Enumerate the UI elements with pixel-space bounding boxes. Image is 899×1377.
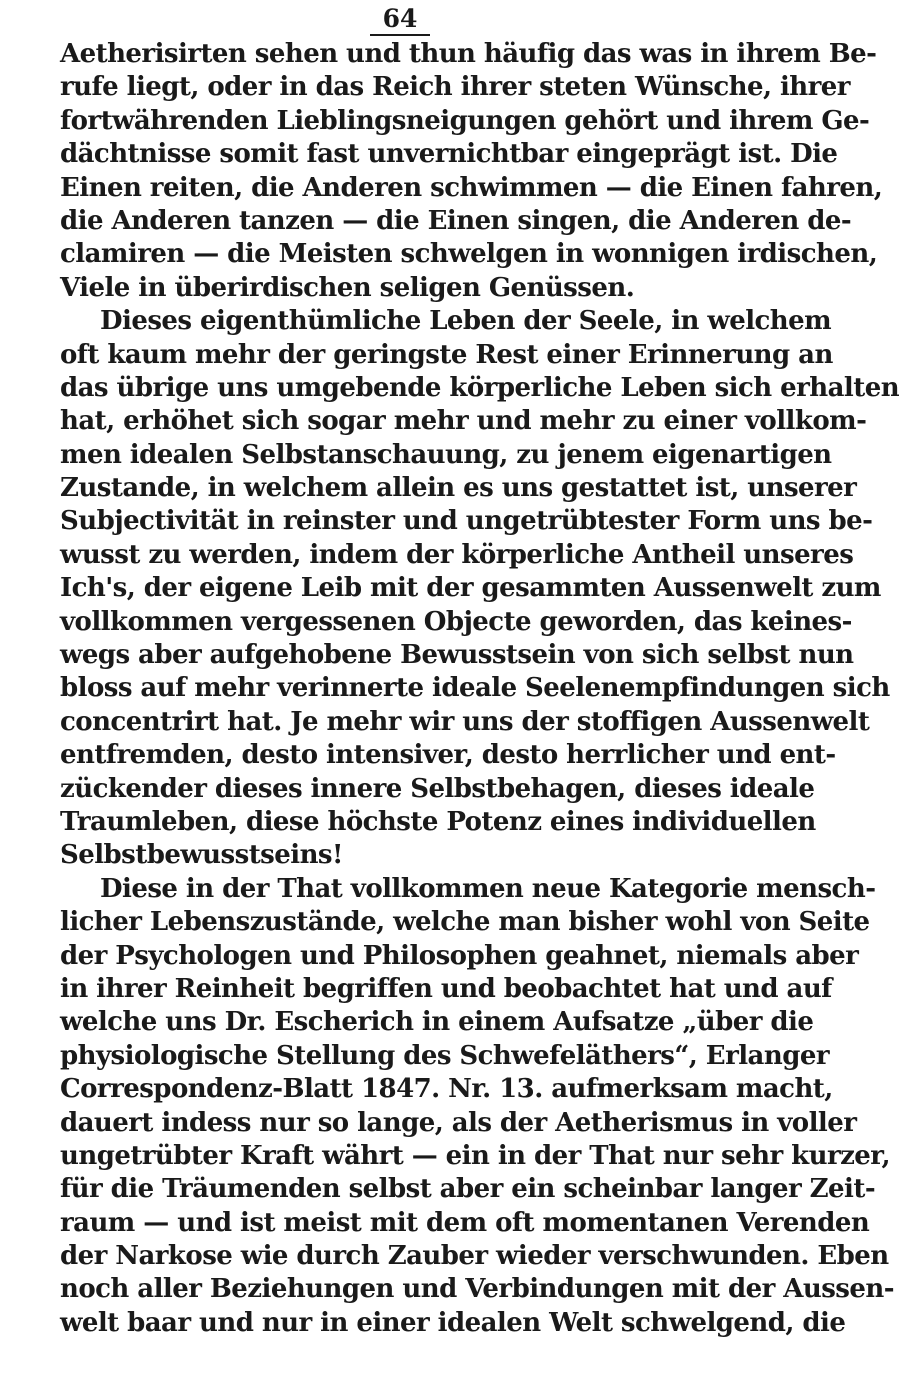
- text-line: die Anderen tanzen — die Einen singen, die Anderen de-: [60, 205, 852, 236]
- text-line: concentrirt hat. Je mehr wir uns der stoffigen Aussenwelt: [60, 706, 870, 737]
- text-line: welt baar und nur in einer idealen Welt schwelgend, die: [60, 1307, 846, 1338]
- text-line: rufe liegt, oder in das Reich ihrer steten Wünsche, ihrer: [60, 72, 850, 103]
- page-number-rule: [370, 34, 430, 36]
- text-line: Correspondenz-Blatt 1847. Nr. 13. aufmerksam macht,: [60, 1074, 833, 1105]
- text-line: hat, erhöhet sich sogar mehr und mehr zu einer vollkom-: [60, 406, 867, 437]
- text-line: Traumleben, diese höchste Potenz eines individuellen: [60, 806, 816, 837]
- page-number: 64: [382, 4, 418, 33]
- text-line: noch aller Beziehungen und Verbindungen mit der Aussen-: [60, 1274, 894, 1305]
- text-line: dauert indess nur so lange, als der Aetherismus in voller: [60, 1107, 857, 1138]
- text-line: für die Träumenden selbst aber ein scheinbar langer Zeit-: [60, 1174, 876, 1205]
- text-line: Dieses eigenthümliche Leben der Seele, in welchem: [100, 306, 832, 337]
- text-line: Selbstbewusstseins!: [60, 840, 343, 871]
- text-line: ungetrübter Kraft währt — ein in der That nur sehr kurzer,: [60, 1140, 891, 1171]
- text-line: Ich's, der eigene Leib mit der gesammten Aussenwelt zum: [60, 573, 881, 604]
- text-line: welche uns Dr. Escherich in einem Aufsatze „über die: [60, 1007, 814, 1038]
- text-line: das übrige uns umgebende körperliche Leben sich erhalten: [60, 372, 899, 403]
- text-line: bloss auf mehr verinnerte ideale Seelenempfindungen sich: [60, 673, 890, 704]
- text-line: Einen reiten, die Anderen schwimmen — die Einen fahren,: [60, 172, 883, 203]
- text-line: zückender dieses innere Selbstbehagen, dieses ideale: [60, 773, 815, 804]
- text-line: men idealen Selbstanschauung, zu jenem eigenartigen: [60, 439, 832, 470]
- text-line: Zustande, in welchem allein es uns gestattet ist, unserer: [60, 473, 857, 504]
- text-line: entfremden, desto intensiver, desto herrlicher und ent-: [60, 740, 836, 771]
- body-text: [60, 38, 899, 1340]
- text-line: Viele in überirdischen seligen Genüssen.: [60, 272, 635, 303]
- text-line: vollkommen vergessenen Objecte geworden, das keines-: [60, 606, 852, 637]
- text-line: Diese in der That vollkommen neue Kategorie mensch-: [100, 873, 876, 904]
- text-line: wegs aber aufgehobene Bewusstsein von sich selbst nun: [60, 640, 854, 671]
- text-line: physiologische Stellung des Schwefeläthers“, Erlanger: [60, 1040, 829, 1071]
- text-line: licher Lebenszustände, welche man bisher wohl von Seite: [60, 907, 870, 938]
- text-line: clamiren — die Meisten schwelgen in wonnigen irdischen,: [60, 239, 878, 270]
- text-line: Aetherisirten sehen und thun häufig das was in ihrem Be-: [60, 39, 877, 69]
- text-line: raum — und ist meist mit dem oft momentanen Verenden: [60, 1207, 870, 1238]
- text-line: oft kaum mehr der geringste Rest einer Erinnerung an: [60, 339, 833, 370]
- text-line: fortwährenden Lieblingsneigungen gehört und ihrem Ge-: [60, 105, 870, 136]
- text-line: wusst zu werden, indem der körperliche Antheil unseres: [60, 539, 854, 570]
- text-line: der Narkose wie durch Zauber wieder verschwunden. Eben: [60, 1241, 889, 1272]
- text-line: der Psychologen und Philosophen geahnet, niemals aber: [60, 940, 859, 971]
- text-line: Subjectivität in reinster und ungetrübtester Form uns be-: [60, 506, 873, 537]
- text-line: in ihrer Reinheit begriffen und beobachtet hat und auf: [60, 973, 832, 1004]
- text-line: dächtnisse somit fast unvernichtbar eingeprägt ist. Die: [60, 139, 838, 170]
